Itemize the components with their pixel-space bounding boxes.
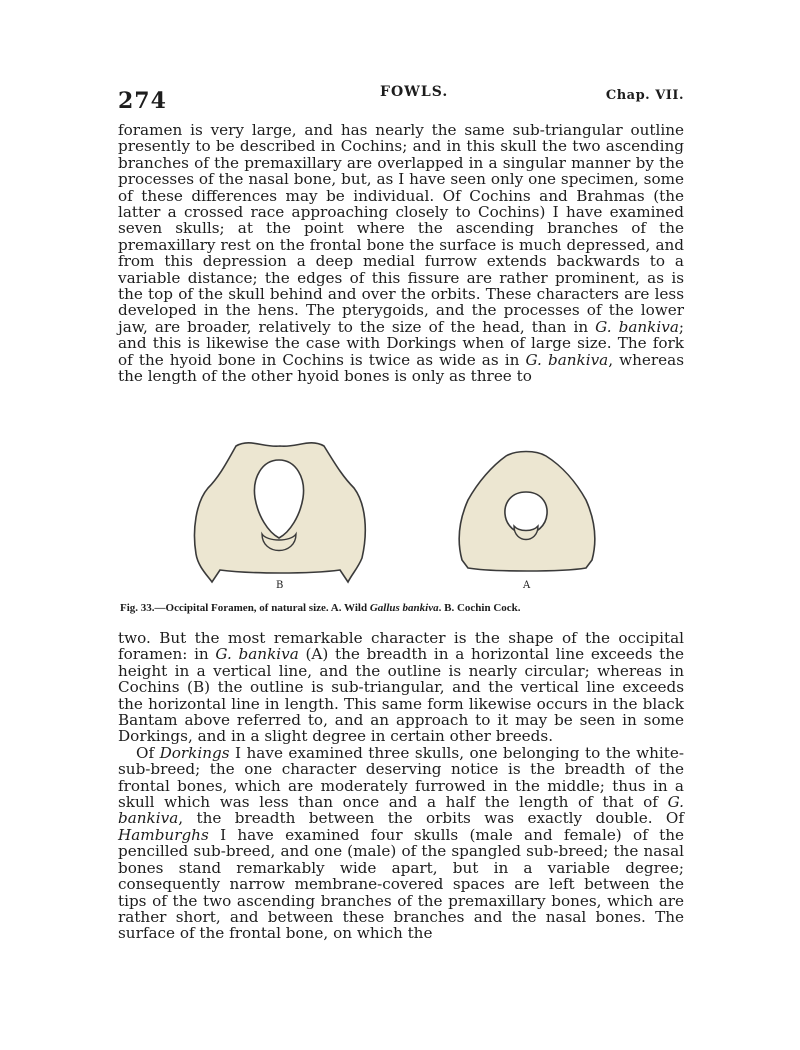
- page-number: 274: [118, 88, 167, 114]
- species-name: G. bankiva: [595, 317, 679, 336]
- cochin-foramen-illustration: [190, 436, 370, 586]
- text-run: foramen is very large, and has nearly the same sub-triangular outline presently to be described in Cochins; and in this skull the two ascending branches of the premaxillary are overlapped in a singular manner by the processes of the nasal bone, but, as I have seen only one specimen, some of these differences may be individual. Of Cochins and Brahmas (the latter a crossed race approaching closely to Cochins) I have examined seven skulls; at the point where the ascending branches of the premaxillary rest on the frontal bone the surface is much depressed, and from this depression a deep medial furrow extends backwards to a variable distance; the edges of this fissure are rather prominent, as is the top of the skull behind and over the orbits. These characters are less developed in the hens. The pterygoids, and the processes of the lower jaw, are broader, relatively to the size of the head, than in: [118, 121, 684, 336]
- paragraph: [118, 122, 684, 385]
- paragraph: [118, 745, 684, 942]
- caption-text: . B. Cochin Cock.: [438, 602, 521, 614]
- text-run: two. But the most remarkable character is the shape of the occipital foramen: in: [118, 629, 684, 664]
- figure-caption: [120, 602, 686, 614]
- bankiva-foramen-illustration: [452, 446, 600, 576]
- text-run: I have examined three skulls, one belonging to the white-sub-breed; the one character deserving notice is the breadth of the frontal bones, which are moderately furrowed in the middle; thus in a skull which was less than once and a half the length of that of: [118, 743, 684, 812]
- text-run: , whereas the length of the other hyoid bones is only as three to: [118, 350, 685, 386]
- species-name: G. bankiva: [118, 793, 684, 828]
- breed-name: Hamburghs: [118, 825, 209, 844]
- figure-33: [118, 432, 684, 628]
- running-title: FOWLS.: [380, 84, 449, 100]
- figure-label-b: B: [276, 580, 284, 591]
- text-run: I have examined four skulls (male and female) of the pencilled sub-breed, and one (male) of the spangled sub-breed; the nasal bones stand remarkably wide apart, but in a variable degree; consequently narrow membrane-covered spaces are left between the tips of the two ascending branches of the premaxillary bones, which are rather short, and between these branches and the nasal bones. The surface of the frontal bone, on which the: [118, 825, 684, 943]
- top-text-block: [118, 122, 684, 385]
- text-run: (A) the breadth in a horizontal line exceeds the height in a vertical line, and the outline is nearly circular; whereas in Cochins (B) the outline is sub-triangular, and the vertical line exceeds the horizontal line in length. This same form likewise occurs in the black Bantam above referred to, and an approach to it may be seen in some Dorkings, and in a slight degree in certain other breeds.: [118, 645, 684, 746]
- text-run: , the breadth between the orbits was exactly double. Of: [178, 809, 684, 828]
- breed-name: Dorkings: [159, 743, 230, 762]
- text-run: Of: [136, 743, 160, 762]
- paragraph: [118, 630, 684, 745]
- chapter-label: Chap. VII.: [605, 88, 684, 103]
- figure-label-a: A: [523, 580, 531, 591]
- foramen-opening-a: [505, 492, 547, 534]
- text-run: ; and this is likewise the case with Dorkings when of large size. The fork of the hyoid bone in Cochins is twice as wide as in: [118, 317, 684, 369]
- caption-text: Fig. 33.—Occipital Foramen, of natural size. A. Wild: [120, 602, 370, 614]
- caption-species: Gallus bankiva: [369, 602, 439, 614]
- bottom-text-block: [118, 630, 684, 942]
- page-header: [118, 84, 684, 118]
- species-name: G. bankiva: [215, 645, 299, 664]
- species-name: G. bankiva: [525, 350, 609, 369]
